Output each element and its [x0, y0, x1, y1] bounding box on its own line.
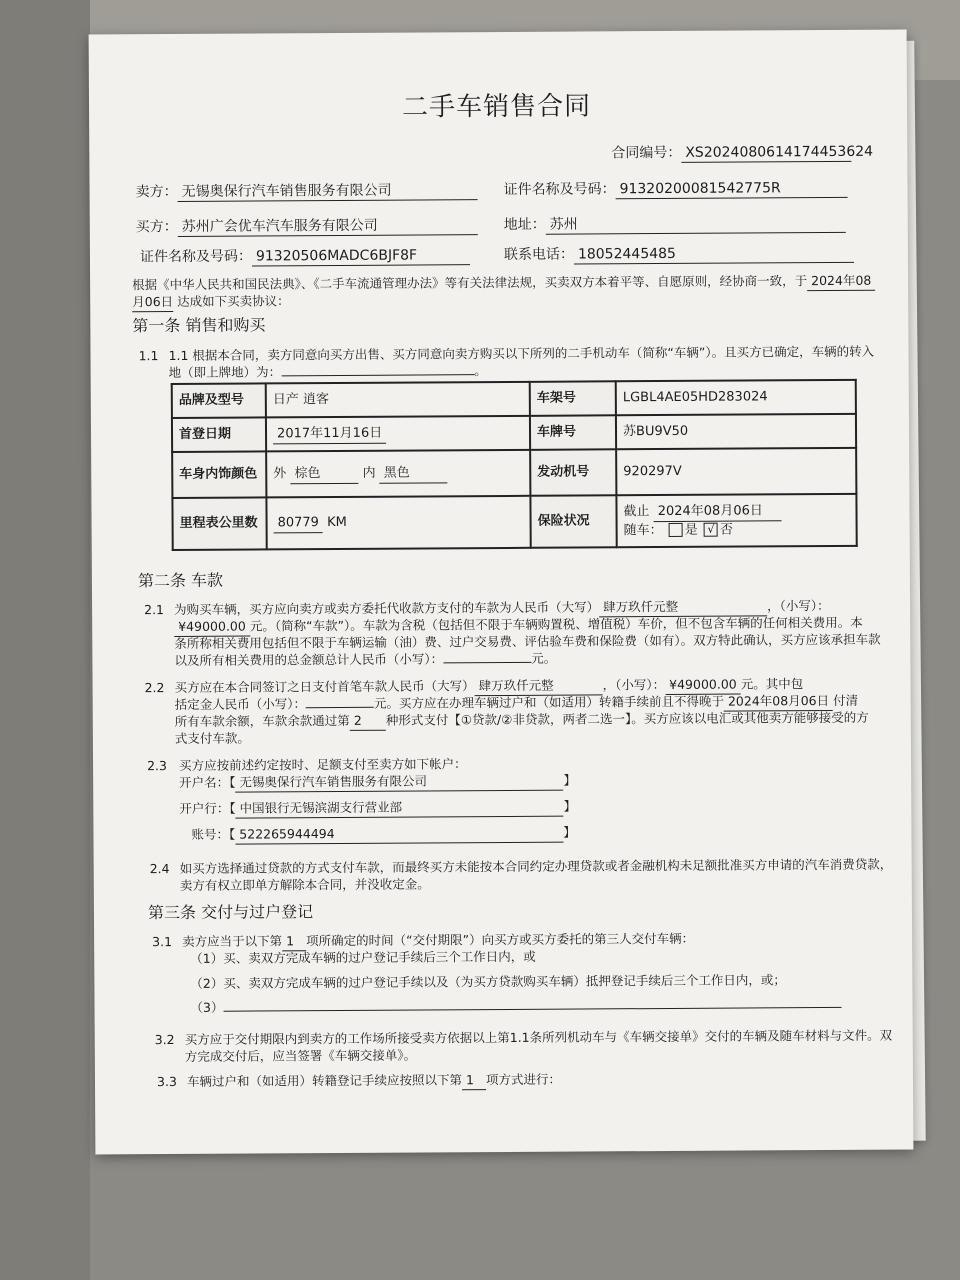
seller-line: 卖方： 无锡奥保行汽车销售服务有限公司 [135, 181, 477, 202]
table-row [172, 448, 856, 498]
clause-2-4-line2: 卖方有权立即单方解除本合同，并没收定金。 [179, 876, 430, 893]
clause-2-1-line1: 为购买车辆，买方应向卖方或卖方委托代收款方支付的车款为人民币（大写） 肆万玖仟元整 ，（小写）： [174, 597, 830, 617]
payment-deadline: 2024年08月06日 [724, 692, 833, 712]
account-name-line: 开户名：【 无锡奥保行汽车销售服务有限公司 】 [179, 772, 576, 793]
article-1-heading: 第一条 销售和购买 [132, 315, 266, 336]
brand-value: 日产 逍客 [266, 382, 530, 418]
checkbox-yes[interactable] [669, 523, 683, 537]
clause-3-3-text: 车辆过户和（如适用）转籍登记手续应按照以下第 1 项方式进行： [186, 1071, 562, 1089]
first-payment-amount: ¥49000.00 [665, 676, 741, 695]
clause-2-3-text: 买方应按前述约定按时、足额支付至卖方如下帐户： [179, 756, 467, 773]
clause-2-2-line1: 买方应在本合同签订之日支付首笔车款人民币（大写） 肆万玖仟元整 ，（小写）： ¥49000.00 元。其中包 [174, 676, 804, 695]
interior-color: 黑色 [380, 464, 448, 483]
delivery-option-3-blank [224, 1007, 842, 1012]
clause-2-1-line4: 以及所有相关费用的总金额总计人民币（小写）： 元。 [174, 650, 557, 668]
first-payment-uppercase: 肆万玖仟元整 [475, 676, 603, 696]
buyer-phone-line: 联系电话： 18052445485 [504, 244, 854, 265]
seller-name: 无锡奥保行汽车销售服务有限公司 [177, 181, 477, 202]
article-3-heading: 第三条 交付与过户登记 [147, 902, 314, 923]
clause-2-2-line3: 所有车款余额，车款余款通过第 2 种形式支付【①贷款/②非贷款，两者二选一】。买方应该以电汇或其他卖方能够接受的方 [174, 709, 869, 729]
deposit-blank [306, 707, 374, 708]
agreement-date-b: 月06日 [132, 293, 173, 312]
insurance-label: 保险状况 [530, 495, 616, 548]
reg-date-label: 首登日期 [172, 417, 266, 452]
total-amount-blank [443, 662, 531, 664]
insurance-cell: 截止 2024年08月06日 随车： 是 √ 否 [616, 494, 856, 547]
vehicle-table [171, 379, 858, 551]
buyer-address: 苏州 [546, 214, 846, 235]
clause-2-4-line1: 如买方选择通过贷款的方式支付车款，而最终买方未能按本合同约定办理贷款或者金融机构未足额批准买方申请的汽车消费贷款， [179, 856, 893, 876]
table-row [172, 494, 856, 550]
payment-method: 2 [350, 712, 386, 731]
clause-number: 2.4 [149, 861, 170, 877]
buyer-phone: 18052445485 [574, 244, 854, 265]
clause-2-2-line2: 括定金人民币（小写）： 元。买方应在办理车辆过户和（如适用）转籍手续前且不得晚于 2024年08月06日 付清 [174, 692, 859, 712]
buyer-name: 苏州广会优车汽车服务有限公司 [178, 216, 478, 237]
intro-line-1: 根据《中华人民共和国民法典》、《二手车流通管理办法》等有关法律法规，买卖双方本着平等、自愿原则，经协商一致，于 2024年08 [132, 272, 875, 296]
clause-number: 1.1 [138, 348, 159, 364]
agreement-date-a: 2024年08 [807, 272, 875, 291]
price-amount: ¥49000.00 [174, 618, 250, 637]
intro-line-2: 月06日 达成如下买卖协议： [132, 292, 290, 312]
brand-label: 品牌及型号 [172, 383, 266, 418]
account-number: 522265944494 [235, 824, 563, 845]
account-number-line: 账号：【 522265944494 】 [191, 824, 575, 845]
clause-2-1-line3: 条所称相关费用包括但不限于车辆运输（油）费、过户交易费、评估验车费和保险费（如有）。双方特此确认，买方应该承担车款 [174, 631, 881, 651]
table-row [172, 414, 856, 452]
contract-page [89, 30, 914, 1155]
clause-3-1-text: 卖方应当于以下第 1 项所确定的时间（“交付期限”）向买方或买方委托的第三人交付车辆： [182, 930, 694, 952]
page-title: 二手车销售合同 [401, 91, 592, 123]
engine-label: 发动机号 [530, 449, 616, 496]
engine-value: 920297V [616, 448, 856, 495]
delivery-option-2: （2）买、卖双方完成车辆的过户登记手续以及（为买方贷款购买车辆）抵押登记手续后三个工作日内，或； [190, 972, 786, 991]
clause-2-2-line4: 式支付车款。 [174, 730, 250, 746]
clause-number: 2.1 [144, 602, 165, 618]
checkbox-no[interactable]: √ [704, 523, 718, 537]
reg-date-value: 2017年11月16日 [273, 424, 386, 444]
delivery-option-1: （1）买、卖双方完成车辆的过户登记手续后三个工作日内，或 [190, 948, 536, 966]
clause-3-2-line2: 方完成交付后，应当签署《车辆交接单》。 [184, 1047, 417, 1064]
vin-label: 车架号 [530, 381, 616, 416]
delivery-option-3: （3） [190, 995, 841, 1017]
seller-id: 91320200081542775R [615, 179, 847, 199]
insurance-date: 2024年08月06日 [654, 502, 782, 522]
mileage-cell: 80779 KM [266, 496, 530, 550]
mileage-value: 80779 [274, 514, 323, 533]
price-uppercase: 肆万玖仟元整 [599, 597, 767, 617]
buyer-line: 买方： 苏州广会优车汽车服务有限公司 [136, 216, 478, 237]
vin-value: LGBL4AE05HD283024 [616, 380, 856, 415]
clause-2-1-line2: ¥49000.00 元。（简称“车款”）。车款为含税（包括但不限于车辆购置税、增值税）车价，但不包含车辆的任何相关费用。本 [174, 614, 863, 637]
color-cell: 外 棕色 内 黑色 [266, 450, 530, 498]
buyer-id-line: 证件名称及号码： 91320506MADC6BJF8F [140, 246, 470, 267]
article-2-heading: 第二条 车款 [137, 570, 224, 591]
bank-line: 开户行：【 中国银行无锡滨湖支行营业部 】 [179, 798, 576, 819]
clause-number: 3.1 [152, 934, 173, 950]
clause-number: 3.3 [156, 1073, 177, 1090]
table-row [172, 380, 856, 418]
delivery-option: 1 [282, 932, 306, 951]
exterior-color: 棕色 [290, 464, 358, 483]
contract-number-value: XS2024080614174453624 [681, 143, 851, 163]
account-name: 无锡奥保行汽车销售服务有限公司 [235, 772, 563, 793]
clause-3-2-line1: 买方应于交付期限内到卖方的工作场所接受卖方依据以上第1.1条所列机动车与《车辆交接单》交付的车辆及随车材料与文件。双 [184, 1027, 893, 1047]
mileage-label: 里程表公里数 [172, 497, 266, 550]
buyer-id: 91320506MADC6BJF8F [252, 246, 470, 266]
destination-blank [281, 374, 474, 376]
clause-1-1-line2: 地（即上牌地）为： 。 [168, 363, 487, 381]
clause-1-1-text: 1.1 根据本合同，卖方同意向买方出售、买方同意向卖方购买以下所列的二手机动车（简称“车辆”）。且买方已确定，车辆的转入 [168, 343, 875, 364]
plate-label: 车牌号 [530, 415, 616, 450]
clause-number: 2.3 [147, 758, 167, 774]
color-label: 车身内饰颜色 [172, 451, 266, 498]
clause-number: 2.2 [144, 680, 165, 696]
buyer-address-line: 地址： 苏州 [504, 214, 846, 235]
seller-id-line: 证件名称及号码： 91320200081542775R [503, 179, 847, 200]
transfer-option: 1 [462, 1071, 486, 1090]
contract-number: 合同编号： XS2024080614174453624 [611, 143, 874, 162]
plate-value: 苏BU9V50 [616, 414, 856, 449]
background-shadow [0, 0, 90, 1280]
reg-date-cell [266, 416, 530, 452]
bank-name: 中国银行无锡滨湖支行营业部 [236, 798, 564, 819]
clause-number: 3.2 [154, 1032, 175, 1048]
